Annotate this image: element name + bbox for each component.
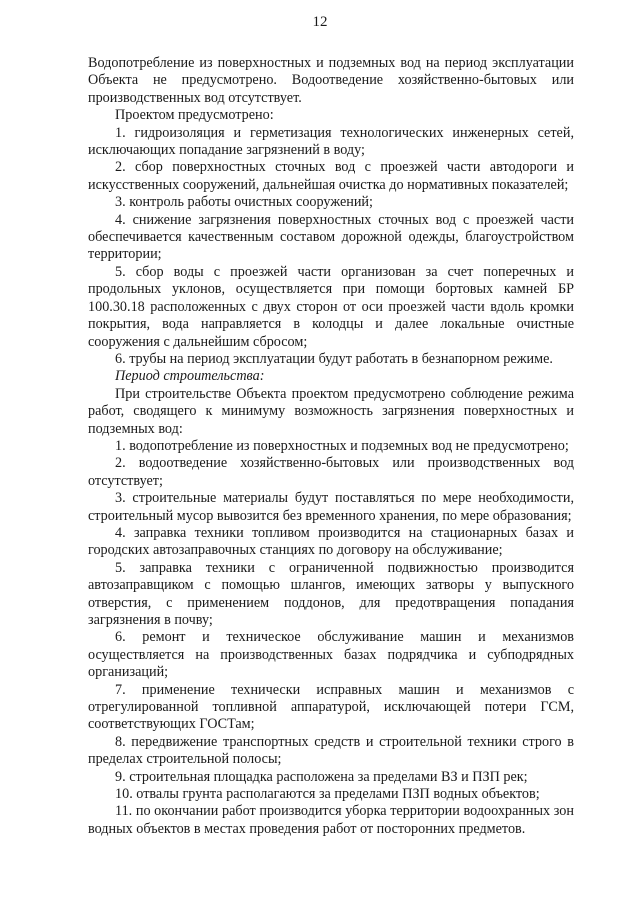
- document-body: [88, 55, 574, 838]
- list-item-operation-3: 3. контроль работы очистных сооружений;: [115, 194, 373, 211]
- list-item-operation-4: 4. снижение загрязнения поверхностных сточных вод с проезжей части обеспечивается качественным составом дорожной одежды, благоустройством территории;: [88, 211, 574, 263]
- list-item-construction-4: 4. заправка техники топливом производится на стационарных базах и городских автозаправочных станциях по договору на обслуживание;: [88, 524, 574, 559]
- list-item-construction-2: 2. водоотведение хозяйственно-бытовых или производственных вод отсутствует;: [88, 455, 574, 489]
- section-heading-construction-period: Период строительства:: [115, 368, 265, 385]
- list-item-construction-8: 8. передвижение транспортных средств и строительной техники строго в пределах строительной полосы;: [88, 733, 574, 768]
- paragraph-construction-intro: При строительстве Объекта проектом предусмотрено соблюдение режима работ, сводящего к минимуму возможность загрязнения поверхностных и подземных вод:: [88, 385, 574, 437]
- list-item-construction-9: 9. строительная площадка расположена за пределами ВЗ и ПЗП рек;: [115, 768, 528, 785]
- list-item-construction-11: 11. по окончании работ производится уборка территории водоохранных зон водных объектов в местах проведения работ от посторонних предметов.: [88, 803, 574, 837]
- list-item-construction-7: 7. применение технически исправных машин и механизмов с отрегулированной топливной аппаратурой, исключающей потери ГСМ, соответствующих ГОСТам;: [88, 681, 574, 733]
- list-item-operation-2: 2. сбор поверхностных сточных вод с проезжей части автодороги и искусственных сооружений, дальнейшая очистка до нормативных показателей;: [88, 159, 574, 193]
- list-item-construction-5: 5. заправка техники с ограниченной подвижностью производится автозаправщиком с помощью шлангов, имеющих затворы у выпускного отверстия, с применением поддонов, для предотвращения попадания загрязнения в почву;: [88, 559, 574, 628]
- list-item-construction-10: 10. отвалы грунта располагаются за пределами ПЗП водных объектов;: [115, 786, 540, 803]
- paragraph-water-consumption: Водопотребление из поверхностных и подземных вод на период эксплуатации Объекта не предусмотрено. Водоотведение хозяйственно-бытовых или производственных вод отсутствует.: [88, 55, 574, 106]
- paragraph-project-provides: Проектом предусмотрено:: [115, 107, 274, 124]
- list-item-construction-6: 6. ремонт и техническое обслуживание машин и механизмов осуществляется на производственных базах подрядчика и субподрядных организаций;: [88, 629, 574, 681]
- list-item-operation-6: 6. трубы на период эксплуатации будут работать в безнапорном режиме.: [115, 350, 553, 367]
- list-item-construction-1: 1. водопотребление из поверхностных и подземных вод не предусмотрено;: [115, 437, 569, 454]
- list-item-operation-1: 1. гидроизоляция и герметизация технологических инженерных сетей, исключающих попадание загрязнений в воду;: [88, 124, 574, 159]
- list-item-construction-3: 3. строительные материалы будут поставляться по мере необходимости, строительный мусор вывозится без временного хранения, по мере образования;: [88, 490, 574, 524]
- page-number: 12: [312, 14, 328, 30]
- list-item-operation-5: 5. сбор воды с проезжей части организован за счет поперечных и продольных уклонов, осуществляется при помощи бортовых камней БР 100.30.18 расположенных с двух сторон от оси проезжей части вдоль кромки покрытия, вода направляется в колодцы и далее локальные очистные сооружения с дальнейшим сбросом;: [88, 263, 574, 350]
